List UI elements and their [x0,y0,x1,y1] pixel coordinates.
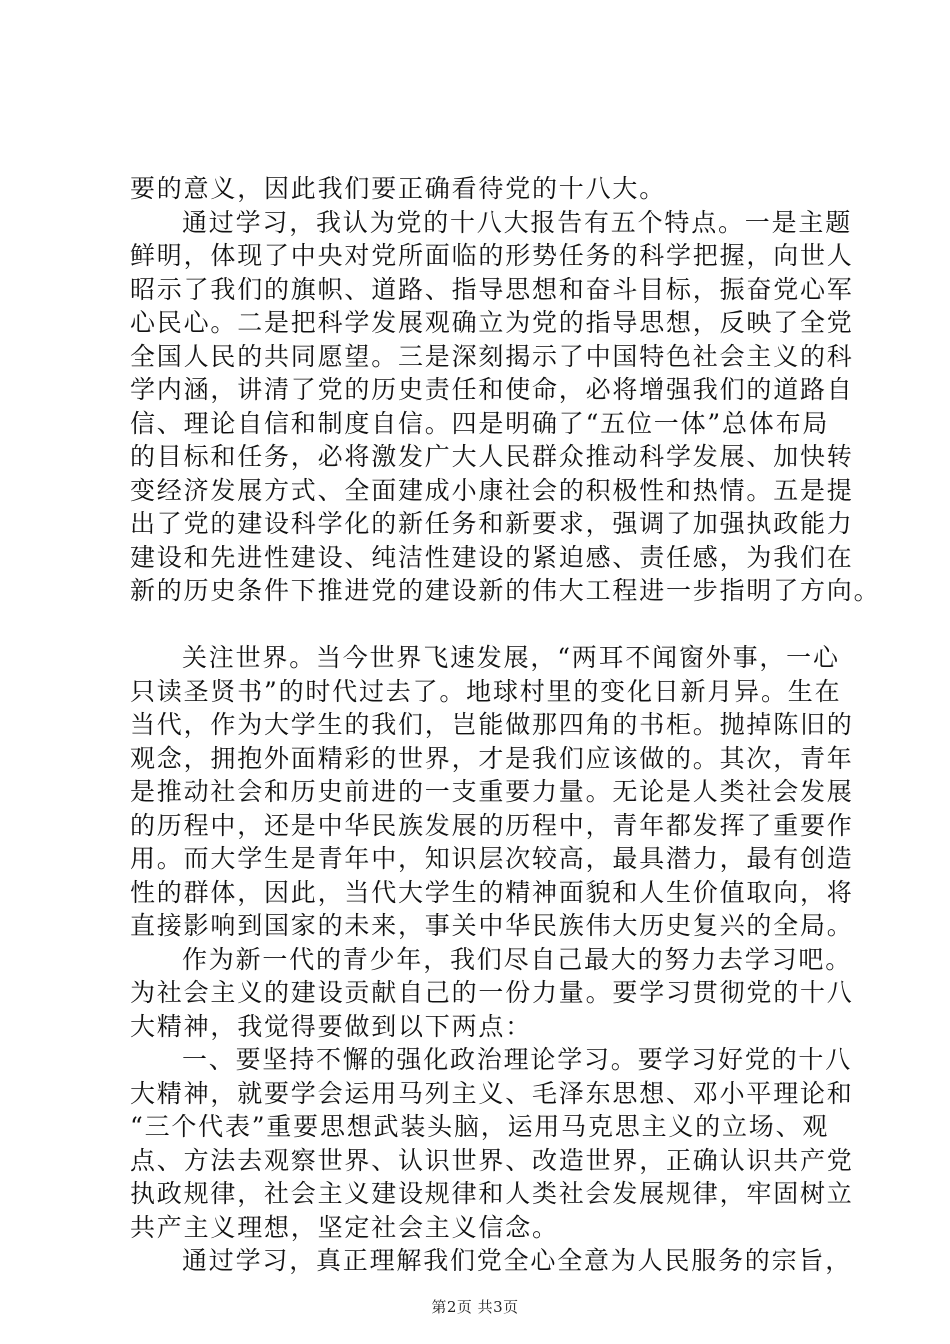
text-line: 关注世界。当今世界飞速发展，“两耳不闻窗外事，一心 [182,643,840,672]
text-line: 用。而大学生是青年中，知识层次较高，最具潜力，最有创造 [130,844,854,873]
text-line: 一、要坚持不懈的强化政治理论学习。要学习好党的十八 [182,1045,853,1074]
paragraph-gap [130,608,850,642]
text-line: 学内涵，讲清了党的历史责任和使命，必将增强我们的道路自 [130,375,854,404]
text-line: 出了党的建设科学化的新任务和新要求，强调了加强执政能力 [130,509,854,538]
text-line: 大精神，就要学会运用马列主义、毛泽东思想、邓小平理论和 [130,1078,854,1108]
text-line: 变经济发展方式、全面建成小康社会的积极性和热情。五是提 [130,475,854,505]
text-line: 通过学习，真正理解我们党全心全意为人民服务的宗旨， [182,1246,853,1275]
text-line: 鲜明，体现了中央对党所面临的形势任务的科学把握，向世人 [130,241,854,270]
text-line: 建设和先进性建设、纯洁性建设的紧迫感、责任感，为我们在 [130,542,854,572]
text-line: 观念，拥抱外面精彩的世界，才是我们应该做的。其次，青年 [130,743,854,773]
text-line: 心民心。二是把科学发展观确立为党的指导思想，反映了全党 [130,308,854,337]
text-line: 直接影响到国家的未来，事关中华民族伟大历史复兴的全局。 [130,911,854,940]
text-line: 共产主义理想，坚定社会主义信念。 [130,1212,559,1242]
text-line: 的历程中，还是中华民族发展的历程中，青年都发挥了重要作 [130,810,854,840]
text-line: 要的意义，因此我们要正确看待党的十八大。 [130,174,667,203]
text-line: 通过学习，我认为党的十八大报告有五个特点。一是主题 [182,207,853,237]
text-line: “三个代表”重要思想武装头脑，运用马克思主义的立场、观 [130,1112,830,1141]
page-number-footer: 第2页 共3页 [431,1298,519,1316]
text-line: 昭示了我们的旗帜、道路、指导思想和奋斗目标，振奋党心军 [130,274,854,304]
text-line: 信、理论自信和制度自信。四是明确了“五位一体”总体布局 [130,408,830,438]
text-line: 为社会主义的建设贡献自己的一份力量。要学习贯彻党的十八 [130,978,854,1007]
text-line: 是推动社会和历史前进的一支重要力量。无论是人类社会发展 [130,777,854,806]
text-line: 只读圣贤书”的时代过去了。地球村里的变化日新月异。生在 [130,676,842,706]
document-body [130,172,881,1278]
text-line: 全国人民的共同愿望。三是深刻揭示了中国特色社会主义的科 [130,341,854,371]
text-line: 当代，作为大学生的我们，岂能做那四角的书柜。抛掉陈旧的 [130,710,854,739]
text-line: 大精神，我觉得要做到以下两点： [130,1011,533,1041]
text-line: 点、方法去观察世界、认识世界、改造世界，正确认识共产党 [130,1145,854,1175]
text-line: 的目标和任务，必将激发广大人民群众推动科学发展、加快转 [130,442,854,471]
text-line: 作为新一代的青少年，我们尽自己最大的努力去学习吧。 [182,944,853,974]
text-line: 新的历史条件下推进党的建设新的伟大工程进一步指明了方向。 [130,576,881,605]
text-line: 性的群体，因此，当代大学生的精神面貌和人生价值取向，将 [130,877,854,907]
text-line: 执政规律，社会主义建设规律和人类社会发展规律，牢固树立 [130,1179,854,1208]
